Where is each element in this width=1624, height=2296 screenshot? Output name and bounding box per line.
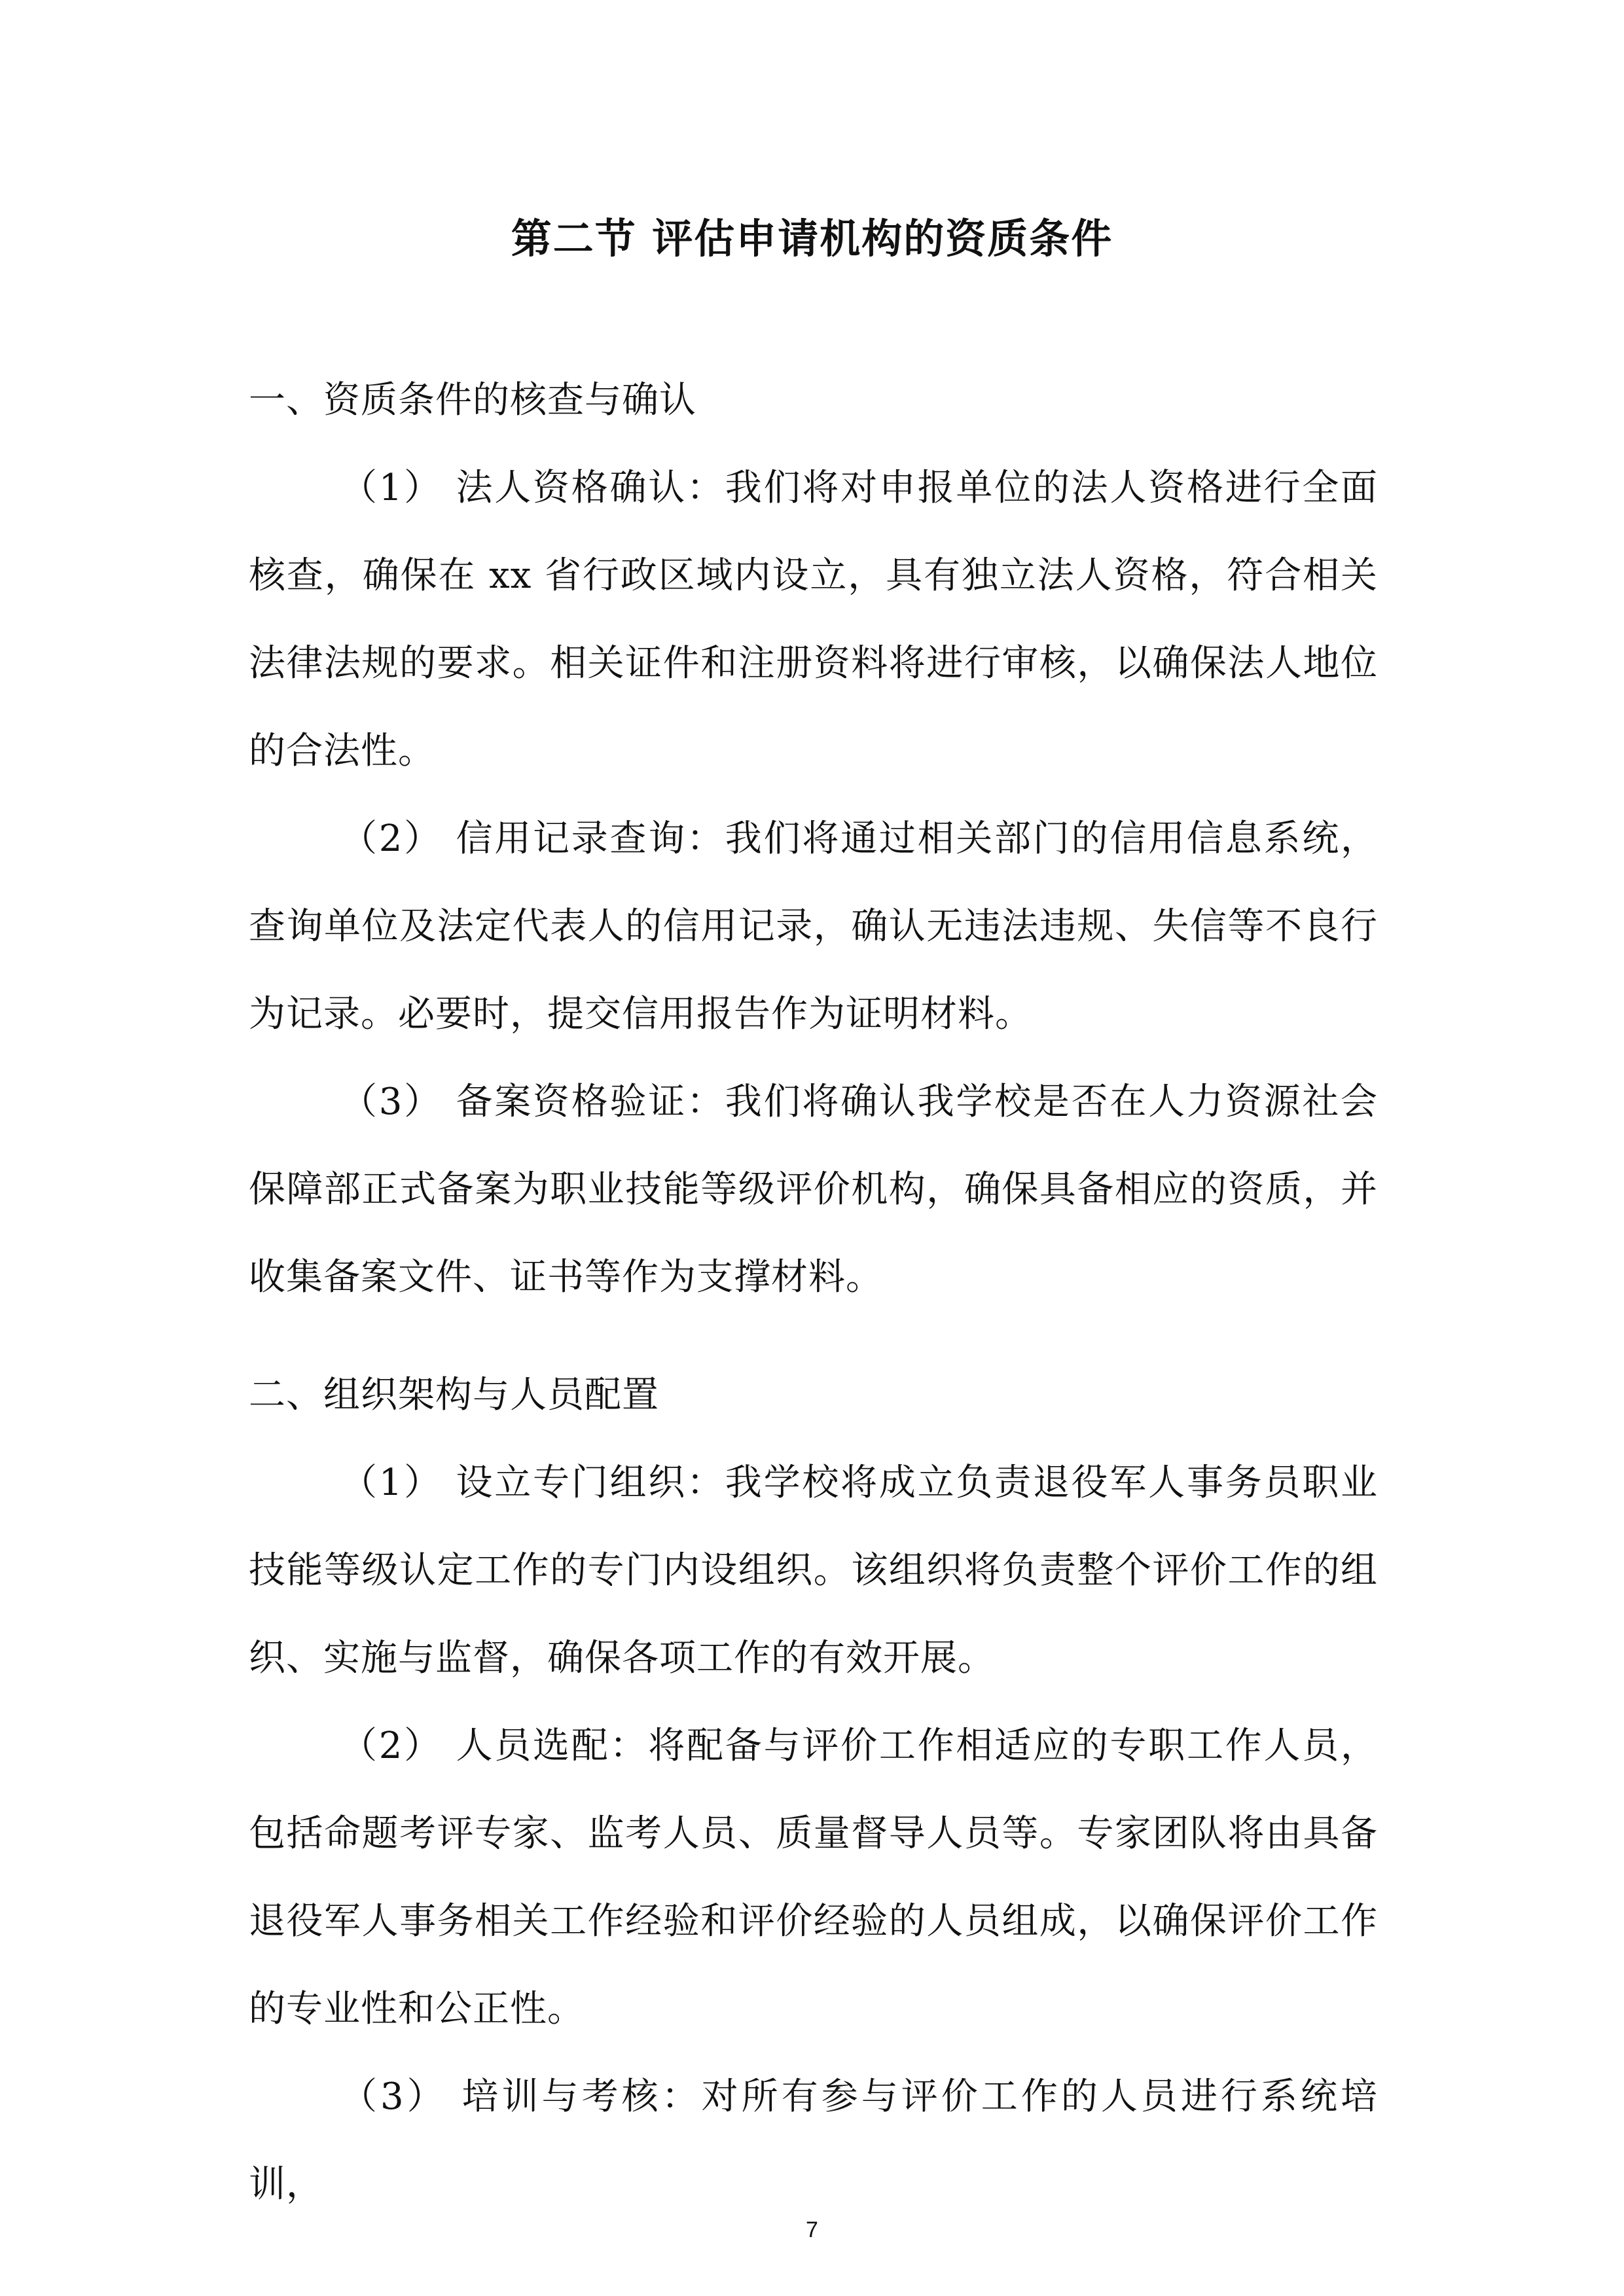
- paragraph: （2） 信用记录查询：我们将通过相关部门的信用信息系统，查询单位及法定代表人的信用记录，确认无违法违规、失信等不良行为记录。必要时，提交信用报告作为证明材料。: [249, 817, 1378, 1035]
- paragraph: （3） 培训与考核：对所有参与评价工作的人员进行系统培训，: [249, 2075, 1378, 2206]
- paragraph: （2） 人员选配：将配备与评价工作相适应的专职工作人员，包括命题考评专家、监考人员、质量督导人员等。专家团队将由具备退役军人事务相关工作经验和评价经验的人员组成，以确保评价工作的专业性和公正性。: [249, 1725, 1378, 2030]
- paragraph: （1） 法人资格确认：我们将对申报单位的法人资格进行全面核查，确保在 xx 省行政区域内设立，具有独立法人资格，符合相关法律法规的要求。相关证件和注册资料将进行审核，以确保法人地位的合法性。: [249, 467, 1378, 772]
- section-heading-2: 二、组织架构与人员配置: [249, 1374, 659, 1416]
- page-title: 第二节 评估申请机构的资质条件: [511, 215, 1113, 262]
- section-2-body: [249, 1439, 1378, 2229]
- section-1-body: [249, 444, 1378, 1321]
- page-number: 7: [806, 2217, 818, 2242]
- section-heading-1: 一、资质条件的核查与确认: [249, 379, 696, 422]
- paragraph: （1） 设立专门组织：我学校将成立负责退役军人事务员职业技能等级认定工作的专门内设组织。该组织将负责整个评价工作的组织、实施与监督，确保各项工作的有效开展。: [249, 1462, 1378, 1679]
- paragraph: （3） 备案资格验证：我们将确认我学校是否在人力资源社会保障部正式备案为职业技能等级评价机构，确保具备相应的资质，并收集备案文件、证书等作为支撑材料。: [249, 1081, 1378, 1299]
